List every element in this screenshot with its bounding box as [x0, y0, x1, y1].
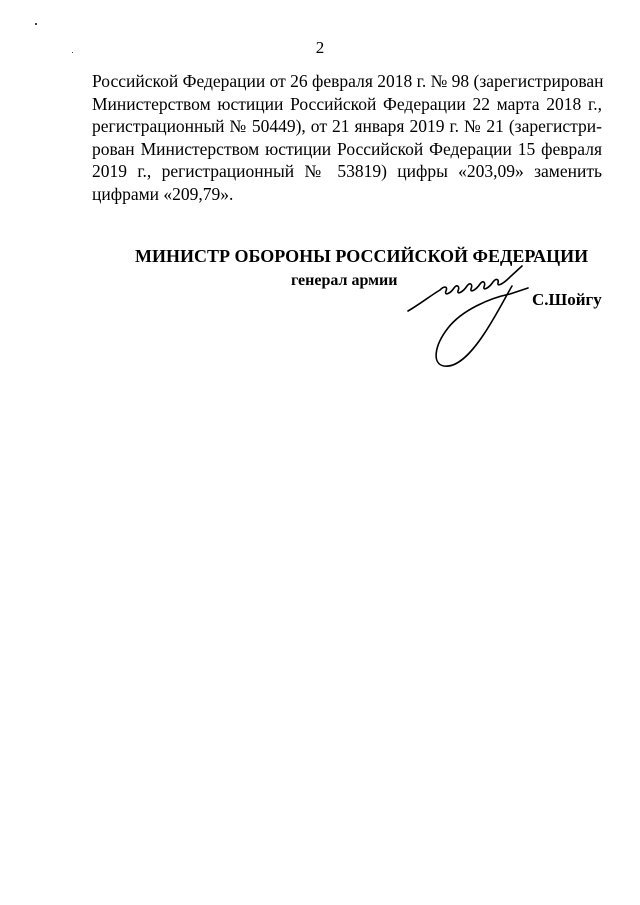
- signatory-rank: генерал армии: [291, 272, 398, 289]
- handwritten-signature: [400, 246, 540, 371]
- signatory-title: МИНИСТР ОБОРОНЫ РОССИЙСКОЙ ФЕДЕРАЦИИ: [135, 246, 589, 266]
- body-line: Министерством юстиции Российской Федерации 22 марта 2018 г.,: [92, 93, 602, 114]
- body-line: 2019 г., регистрационный № 53819) цифры «203,09» заменить: [92, 161, 602, 181]
- body-paragraph: [92, 70, 602, 205]
- body-line: регистрационный № 50449), от 21 января 2019 г. № 21 (зарегистри-: [92, 116, 602, 136]
- scan-speck: [35, 23, 37, 25]
- body-line: рован Министерством юстиции Российской Федерации 15 февраля: [92, 138, 602, 159]
- body-line: цифрами «209,79».: [92, 183, 234, 204]
- page-number: 2: [315, 38, 325, 57]
- body-line: Российской Федерации от 26 февраля 2018 г. № 98 (зарегистрирован: [92, 71, 604, 91]
- signatory-name: С.Шойгу: [532, 290, 602, 309]
